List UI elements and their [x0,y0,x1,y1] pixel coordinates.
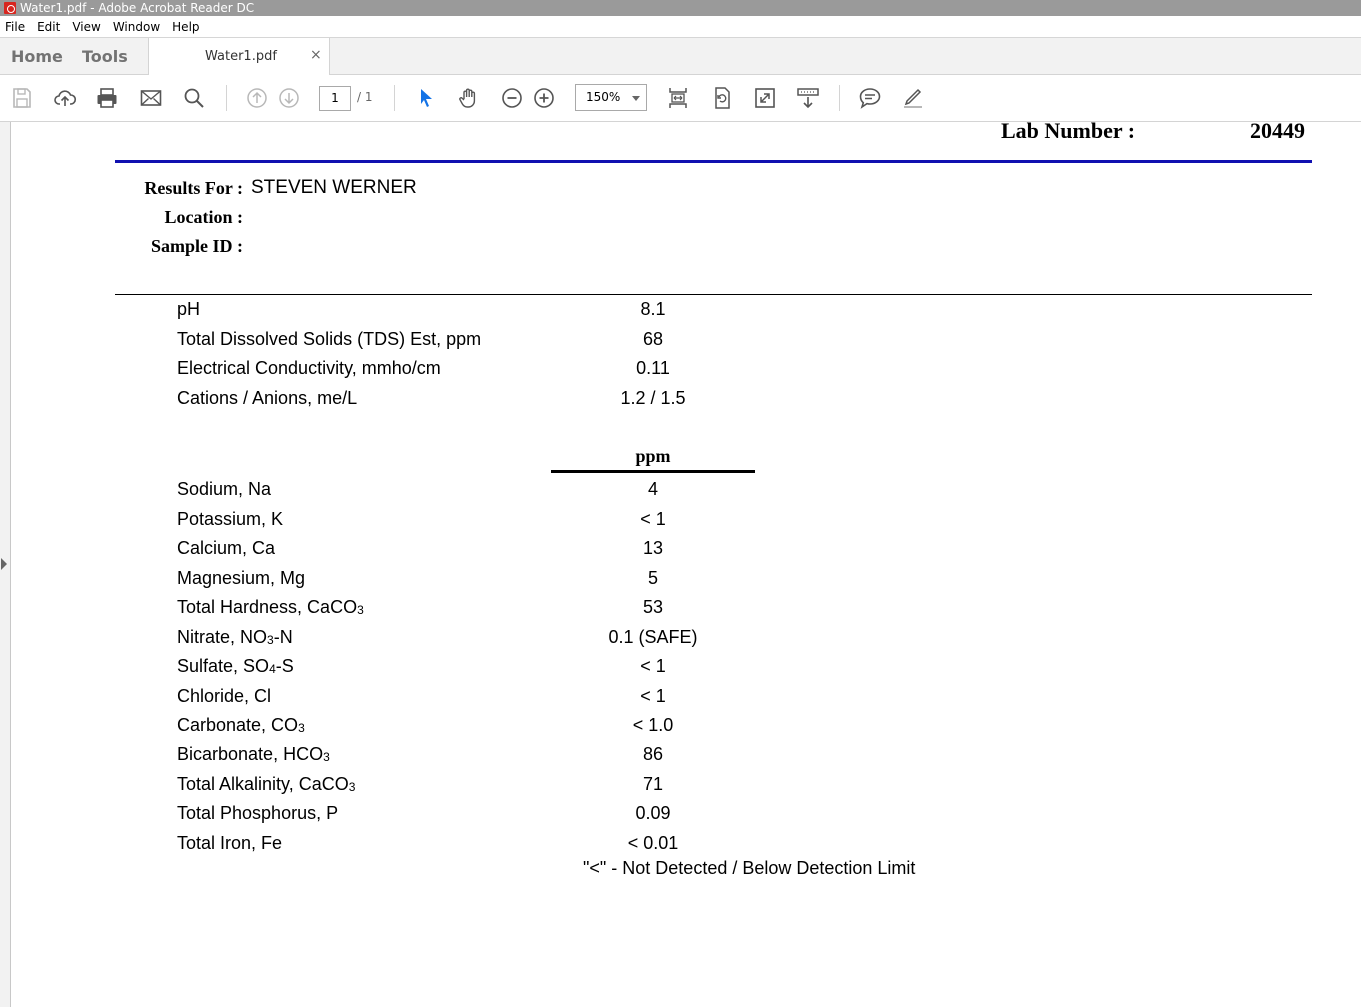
comment-icon[interactable] [857,85,883,111]
analyte-value: 86 [642,744,664,764]
subscript: 3 [323,750,330,764]
analyte-label: Chloride, Cl [177,686,272,706]
acrobat-app-icon [4,2,16,14]
subscript: 3 [298,721,305,735]
analyte-label [177,774,355,795]
analyte-value: < 1.0 [632,715,674,735]
search-icon[interactable] [181,85,207,111]
analyte-label-main: Bicarbonate, HCO [177,744,324,764]
rotate-page-icon[interactable] [709,85,735,111]
close-tab-icon[interactable]: × [310,47,322,63]
window-title: Water1.pdf - Adobe Acrobat Reader DC [20,0,255,15]
results-for-label: Results For : [144,178,243,198]
row-value: 0.11 [636,358,670,378]
chevron-down-icon [632,96,640,101]
analyte-label [177,744,330,765]
lab-number-value: 20449 [1250,122,1305,143]
analyte-value: 5 [647,568,658,588]
location-label: Location : [164,207,243,227]
document-viewer[interactable] [0,122,1361,1007]
analyte-value: < 1 [640,656,666,676]
analyte-label: Calcium, Ca [177,538,276,558]
analyte-label-main: Nitrate, NO [177,627,268,647]
tab-tools[interactable]: Tools [82,47,128,66]
row-label: Cations / Anions, me/L [177,388,358,408]
analyte-label-main: Total Hardness, CaCO [177,597,358,617]
title-bar [0,0,1361,16]
menu-bar [0,16,1361,38]
sample-id-label: Sample ID : [150,236,243,256]
next-page-icon[interactable] [276,85,302,111]
header-divider [115,160,1312,163]
analyte-value: 53 [642,597,664,617]
analyte-value: 13 [642,538,664,558]
lab-number-label: Lab Number : [1001,122,1136,143]
detection-limit-footnote: "<" - Not Detected / Below Detection Limit [583,858,916,878]
toolbar-separator [226,85,227,111]
analyte-label [177,715,305,736]
ppm-header-underline [551,470,755,473]
menu-edit[interactable]: Edit [37,19,61,34]
ppm-column-header: ppm [635,446,671,466]
cloud-upload-icon[interactable] [52,85,78,111]
analyte-label-main: Total Alkalinity, CaCO [177,774,349,794]
analyte-value: 0.1 (SAFE) [608,627,698,647]
subscript: 4 [269,662,276,676]
analyte-label: Magnesium, Mg [177,568,306,588]
tab-document-label: Water1.pdf [205,49,277,64]
highlight-pen-icon[interactable] [900,85,926,111]
chevron-right-icon [1,558,7,570]
menu-file[interactable]: File [5,19,26,34]
fit-page-icon[interactable] [665,85,691,111]
analyte-label-tail: -S [275,656,294,676]
zoom-level-value: 150% [586,90,621,104]
section-divider [115,294,1312,295]
analyte-label-main: Carbonate, CO [177,715,299,735]
analyte-label-main: Sulfate, SO [177,656,270,676]
analyte-value: 4 [647,479,658,499]
analyte-label [177,627,293,648]
subscript: 3 [357,603,364,617]
analyte-value: < 0.01 [627,833,679,853]
row-value: 8.1 [640,299,666,319]
subscript: 3 [348,780,356,794]
tab-document[interactable] [148,38,330,76]
menu-view[interactable]: View [72,19,101,34]
zoom-out-icon[interactable] [499,85,525,111]
analyte-value: 0.09 [635,803,671,823]
row-label: Electrical Conductivity, mmho/cm [177,358,441,378]
analyte-value: < 1 [640,509,666,529]
toolbar-separator [394,85,395,111]
row-value: 68 [642,329,664,349]
analyte-label: Sodium, Na [177,479,272,499]
toolbar [0,75,1361,122]
page-number-input[interactable]: 1 [319,86,351,111]
page-total: / 1 [357,90,373,104]
subscript: 3 [267,633,274,647]
zoom-level-select[interactable] [575,84,647,111]
analyte-label: Total Phosphorus, P [177,803,339,823]
tab-bar [0,38,1361,75]
analyte-label: Potassium, K [177,509,284,529]
email-icon[interactable] [138,85,164,111]
zoom-in-icon[interactable] [531,85,557,111]
select-cursor-icon[interactable] [413,85,439,111]
previous-page-icon[interactable] [244,85,270,111]
analyte-label [177,597,364,618]
analyte-label: Total Iron, Fe [177,833,283,853]
menu-window[interactable]: Window [112,19,161,34]
row-value: 1.2 / 1.5 [620,388,686,408]
scroll-mode-icon[interactable] [795,85,821,111]
analyte-label-tail: -N [273,627,293,647]
menu-help[interactable]: Help [172,19,200,34]
toolbar-separator [839,85,840,111]
save-icon[interactable] [9,85,35,111]
full-screen-icon[interactable] [752,85,778,111]
print-icon[interactable] [94,85,120,111]
results-for-value: STEVEN WERNER [251,177,417,198]
row-label: pH [177,299,201,319]
hand-tool-icon[interactable] [456,85,482,111]
analyte-value: < 1 [640,686,666,706]
analyte-label [177,656,294,677]
row-label: Total Dissolved Solids (TDS) Est, ppm [177,329,482,349]
tab-home[interactable]: Home [11,47,63,66]
analyte-value: 71 [642,774,664,794]
